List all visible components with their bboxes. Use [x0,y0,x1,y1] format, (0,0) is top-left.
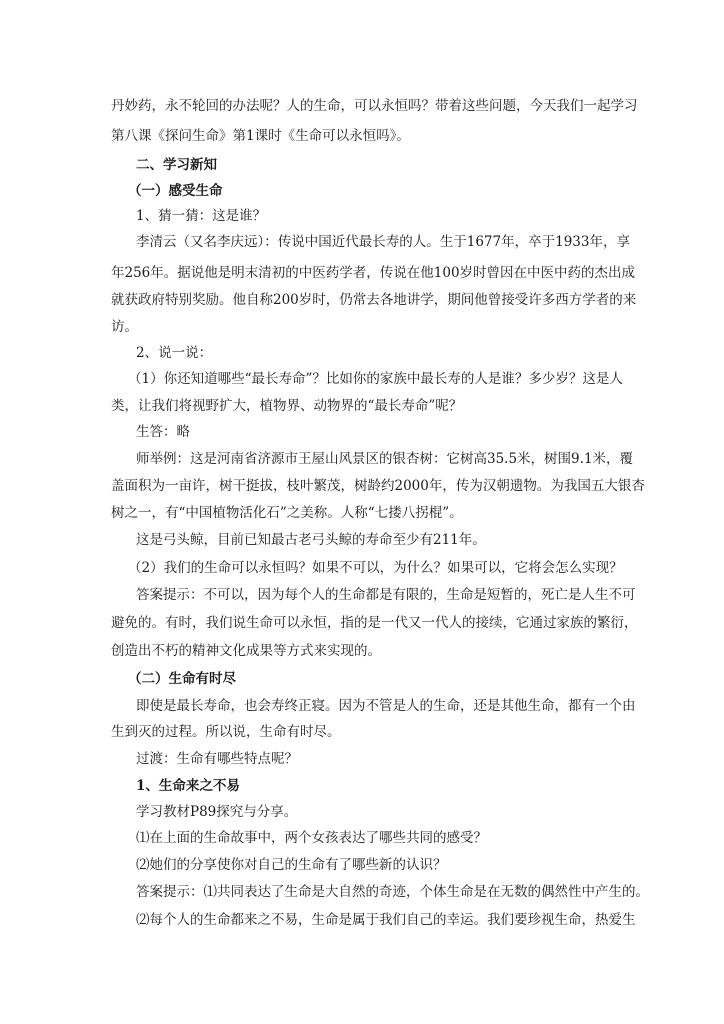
paragraph-line: 李清云（又名李庆远）：传说中国近代最长寿的人。生于1677年，卒于1933年，享 [136,234,630,250]
paragraph-line: ⑴在上面的生命故事中，两个女孩表达了哪些共同的感受？ [136,830,487,846]
paragraph-line: 2、说一说： [136,345,213,361]
paragraph-line: 这是弓头鲸，目前已知最古老弓头鲸的寿命至少有211年。 [136,532,486,548]
paragraph-line: （1）你还知道哪些“最长寿命”？比如你的家族中最长寿的人是谁？多少岁？这是人 [128,371,623,387]
paragraph-line: 年256年。据说他是明末清初的中医药学者，传说在他100岁时曾因在中医中药的杰出成 [111,265,636,281]
paragraph-line: 生答：略 [136,424,190,440]
paragraph-line: 生到灭的过程。所以说，生命有时尽。 [111,724,341,740]
subsection-heading: （一）感受生命 [128,183,223,199]
paragraph-line: 访。 [111,319,138,335]
paragraph-line: ⑵每个人的生命都来之不易，生命是属于我们自己的幸运。我们要珍视生命，热爱生 [136,912,636,928]
paragraph-line: 类，让我们将视野扩大，植物界、动物界的“最长寿命”呢？ [111,398,463,414]
paragraph-line: （2）我们的生命可以永恒吗？如果不可以，为什么？如果可以，它将会怎么实现？ [128,560,623,576]
paragraph-line: 盖面积为一亩许，树干挺拔，枝叶繁茂，树龄约2000年，传为汉朝遗物。为我国五大银杏 [111,478,645,494]
paragraph-line: 第八课《探问生命》第1课时《生命可以永恒吗》。 [111,128,410,144]
paragraph-line: 即使是最长寿命，也会寿终正寝。因为不管是人的生命，还是其他生命，都有一个由 [136,698,636,714]
paragraph-line: 1、猜一猜：这是谁？ [136,208,267,224]
paragraph-line: 过渡：生命有哪些特点呢？ [136,751,298,767]
paragraph-line: ⑵她们的分享使你对自己的生命有了哪些新的认识？ [136,857,447,873]
subsection-heading: （二）生命有时尽 [128,671,236,687]
paragraph-line: 就获政府特别奖励。他自称200岁时，仍常去各地讲学，期间他曾接受许多西方学者的来 [111,292,637,308]
paragraph-line: 丹妙药，永不轮回的办法呢？人的生命，可以永恒吗？带着这些问题，今天我们一起学习 [111,98,638,114]
paragraph-line: 答案提示：不可以，因为每个人的生命都是有限的，生命是短暂的，死亡是人生不可 [136,587,636,603]
paragraph-line: 答案提示：⑴共同表达了生命是大自然的奇迹，个体生命是在无数的偶然性中产生的。 [136,884,649,900]
paragraph-line: 树之一，有“中国植物活化石”之美称。人称“七搂八拐棍”。 [111,505,463,521]
paragraph-line: 师举例：这是河南省济源市王屋山风景区的银杏树：它树高35.5米，树围9.1米，覆 [136,451,634,467]
paragraph-line: 创造出不朽的精神文化成果等方式来实现的。 [111,643,381,659]
subsection-heading: 1、生命来之不易 [136,778,240,794]
paragraph-line: 避免的。有时，我们说生命可以永恒，指的是一代又一代人的接续，它通过家族的繁衍， [111,615,638,631]
paragraph-line: 学习教材P89探究与分享。 [136,804,298,820]
section-heading: 二、学习新知 [136,157,217,173]
